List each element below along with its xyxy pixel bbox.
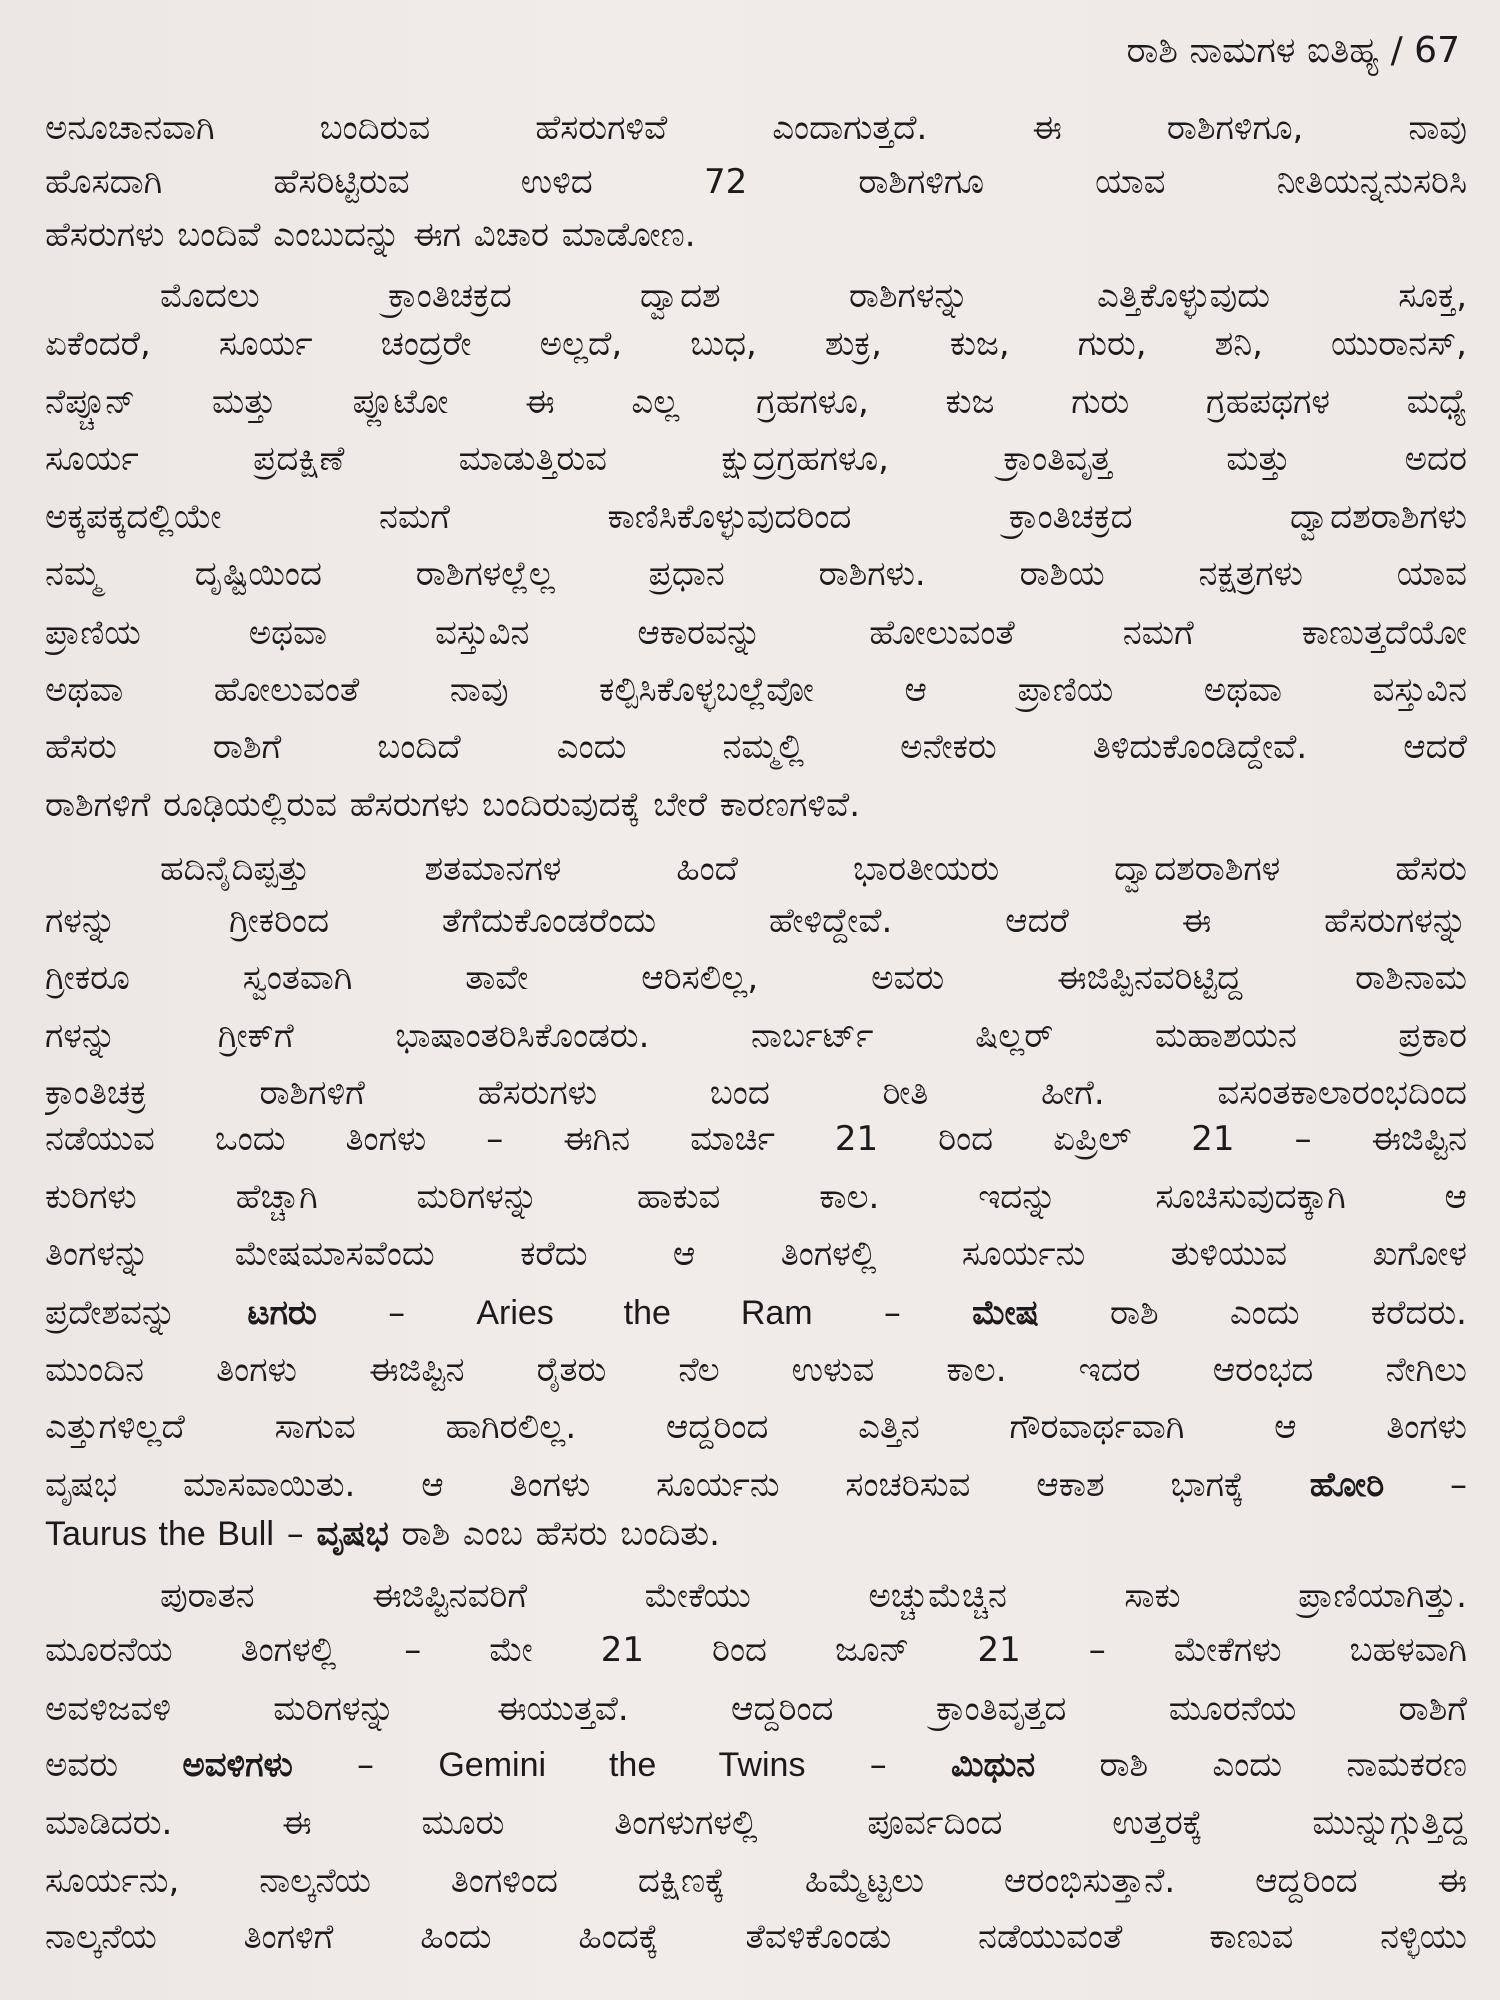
text-run: ತಿಂಗಳನ್ನು ಮೇಷಮಾಸವೆಂದು ಕರೆದು ಆ ತಿಂಗಳಲ್ಲಿ ಸೂರ್ಯನು ತುಳಿಯುವ ಖಗೋಳ bbox=[45, 1234, 1467, 1274]
text-run: – bbox=[292, 1745, 439, 1785]
bold-term: ಮೇಷ bbox=[972, 1293, 1039, 1333]
text-run: – bbox=[805, 1745, 952, 1785]
text-run: ಹೆಸರು ರಾಶಿಗೆ ಬಂದಿದೆ ಎಂದು ನಮ್ಮಲ್ಲಿ ಅನೇಕರು ತಿಳಿದುಕೊಂಡಿದ್ದೇವೆ. ಆದರೆ bbox=[45, 727, 1467, 767]
text-run: ನಾಲ್ಕನೆಯ ತಿಂಗಳಿಗೆ ಹಿಂದು ಹಿಂದಕ್ಕೆ ತೆವಳಿಕೊಂಡು ನಡೆಯುವಂತೆ ಕಾಣುವ ನಳ್ಳಿಯು bbox=[45, 1917, 1467, 1957]
text-run: ರಾಶಿಗಳಿಗೆ ರೂಢಿಯಲ್ಲಿರುವ ಹೆಸರುಗಳು ಬಂದಿರುವುದಕ್ಕೆ ಬೇರೆ ಕಾರಣಗಳಿವೆ. bbox=[45, 785, 861, 825]
text-run: ಏಕೆಂದರೆ, ಸೂರ್ಯ ಚಂದ್ರರೇ ಅಲ್ಲದೆ, ಬುಧ, ಶುಕ್ರ, ಕುಜ, ಗುರು, ಶನಿ, ಯುರಾನಸ್, bbox=[45, 324, 1467, 364]
text-run: ಅವರು bbox=[45, 1745, 183, 1785]
text-run: ಸೂರ್ಯನು, ನಾಲ್ಕನೆಯ ತಿಂಗಳಿಂದ ದಕ್ಷಿಣಕ್ಕೆ ಹಿಮ್ಮೆಟ್ಟಲು ಆರಂಭಿಸುತ್ತಾನೆ. ಆದ್ದರಿಂದ ಈ bbox=[45, 1861, 1467, 1901]
paragraph-line bbox=[45, 207, 1467, 263]
text-run: ಪ್ರಾಣಿಯ ಅಥವಾ ವಸ್ತುವಿನ ಆಕಾರವನ್ನು ಹೋಲುವಂತೆ ನಮಗೆ ಕಾಣುತ್ತದೆಯೋ bbox=[45, 613, 1467, 653]
paragraph-line bbox=[45, 1285, 1467, 1341]
text-run: ವೃಷಭ ಮಾಸವಾಯಿತು. ಆ ತಿಂಗಳು ಸೂರ್ಯನು ಸಂಚರಿಸುವ ಆಕಾಶ ಭಾಗಕ್ಕೆ bbox=[45, 1465, 1310, 1505]
text-run: ಹದಿನೈದಿಪ್ಪತ್ತು ಶತಮಾನಗಳ ಹಿಂದೆ ಭಾರತೀಯರು ದ್ವಾದಶರಾಶಿಗಳ ಹೆಸರು bbox=[160, 849, 1467, 889]
text-run: ಹೆಸರುಗಳು ಬಂದಿವೆ ಎಂಬುದನ್ನು ಈಗ ವಿಚಾರ ಮಾಡೋಣ. bbox=[45, 215, 696, 255]
paragraph-line bbox=[45, 893, 1467, 949]
paragraph-line bbox=[45, 719, 1467, 775]
text-run: ನೆಪ್ಚೂನ್ ಮತ್ತು ಪ್ಲೂಟೋ ಈ ಎಲ್ಲ ಗ್ರಹಗಳೂ, ಕುಜ ಗುರು ಗ್ರಹಪಥಗಳ ಮಧ್ಯೆ bbox=[45, 382, 1467, 422]
text-run: ಹೊಸದಾಗಿ ಹೆಸರಿಟ್ಟಿರುವ ಉಳಿದ 72 ರಾಶಿಗಳಿಗೂ ಯಾವ ನೀತಿಯನ್ನನುಸರಿಸಿ bbox=[45, 162, 1467, 202]
english-term: Gemini the Twins bbox=[438, 1746, 806, 1784]
text-run: ರಾಶಿ ಎಂದು ಕರೆದರು. bbox=[1038, 1293, 1467, 1333]
text-run: ಮೂರನೆಯ ತಿಂಗಳಲ್ಲಿ – ಮೇ 21 ರಿಂದ ಜೂನ್ 21 – ಮೇಕೆಗಳು ಬಹಳವಾಗಿ bbox=[45, 1630, 1467, 1670]
bold-term: ಟಗರು bbox=[247, 1293, 317, 1333]
text-run: ಮೊದಲು ಕ್ರಾಂತಿಚಕ್ರದ ದ್ವಾದಶ ರಾಶಿಗಳನ್ನು ಎತ್ತಿಕೊಳ್ಳುವುದು ಸೂಕ್ತ, bbox=[160, 276, 1467, 316]
paragraph-line bbox=[45, 605, 1467, 661]
paragraph-line bbox=[45, 1681, 1467, 1737]
paragraph-line bbox=[45, 374, 1467, 430]
bold-term: ಹೋರಿ bbox=[1309, 1465, 1385, 1505]
paragraph-line bbox=[45, 1342, 1467, 1398]
text-run: – bbox=[316, 1293, 477, 1333]
text-run: ರಾಶಿ ಎಂದು ನಾಮಕರಣ bbox=[1035, 1745, 1467, 1785]
paragraph-line bbox=[45, 431, 1467, 487]
paragraph-line bbox=[45, 1506, 1467, 1562]
bold-term: ಅವಳಿಗಳು bbox=[182, 1745, 293, 1785]
paragraph-first-line bbox=[160, 1568, 1467, 1624]
paragraph-line bbox=[45, 1737, 1467, 1793]
paragraph-line bbox=[45, 1399, 1467, 1455]
text-run: ಕುರಿಗಳು ಹೆಚ್ಚಾಗಿ ಮರಿಗಳನ್ನು ಹಾಕುವ ಕಾಲ. ಇದನ್ನು ಸೂಚಿಸುವುದಕ್ಕಾಗಿ ಆ bbox=[45, 1177, 1467, 1217]
text-run: ಮಾಡಿದರು. ಈ ಮೂರು ತಿಂಗಳುಗಳಲ್ಲಿ ಪೂರ್ವದಿಂದ ಉತ್ತರಕ್ಕೆ ಮುನ್ನುಗ್ಗುತ್ತಿದ್ದ bbox=[45, 1803, 1467, 1843]
text-run: ಅವಳಿಜವಳಿ ಮರಿಗಳನ್ನು ಈಯುತ್ತವೆ. ಆದ್ದರಿಂದ ಕ್ರಾಂತಿವೃತ್ತದ ಮೂರನೆಯ ರಾಶಿಗೆ bbox=[45, 1689, 1467, 1729]
paragraph-line bbox=[45, 1622, 1467, 1678]
text-run: ಸೂರ್ಯ ಪ್ರದಕ್ಷಿಣೆ ಮಾಡುತ್ತಿರುವ ಕ್ಷುದ್ರಗ್ರಹಗಳೂ, ಕ್ರಾಂತಿವೃತ್ತ ಮತ್ತು ಅದರ bbox=[45, 439, 1467, 479]
paragraph-line bbox=[45, 1795, 1467, 1851]
text-run: ಗ್ರೀಕರೂ ಸ್ವಂತವಾಗಿ ತಾವೇ ಆರಿಸಲಿಲ್ಲ, ಅವರು ಈಜಿಪ್ಪಿನವರಿಟ್ಟಿದ್ದ ರಾಶಿನಾಮ bbox=[45, 958, 1467, 998]
english-term: Taurus the Bull bbox=[45, 1515, 274, 1553]
paragraph-line bbox=[45, 1169, 1467, 1225]
paragraph-line bbox=[45, 777, 1467, 833]
paragraph-line bbox=[45, 1853, 1467, 1909]
text-run: – bbox=[273, 1514, 317, 1554]
text-run: ಗಳನ್ನು ಗ್ರೀಕ್‌ಗೆ ಭಾಷಾಂತರಿಸಿಕೊಂಡರು. ನಾರ್ಬರ್ಟ್ ಷಿಲ್ಲರ್ ಮಹಾಶಯನ ಪ್ರಕಾರ bbox=[45, 1016, 1467, 1056]
text-run: – bbox=[1384, 1465, 1467, 1505]
paragraph-line bbox=[45, 662, 1467, 718]
paragraph-line bbox=[45, 950, 1467, 1006]
paragraph-line bbox=[45, 1008, 1467, 1064]
paragraph-line bbox=[45, 1111, 1467, 1167]
paragraph-first-line bbox=[160, 841, 1467, 897]
paragraph-line bbox=[45, 1457, 1467, 1513]
text-run: ನಮ್ಮ ದೃಷ್ಟಿಯಿಂದ ರಾಶಿಗಳಲ್ಲೆಲ್ಲ ಪ್ರಧಾನ ರಾಶಿಗಳು. ರಾಶಿಯ ನಕ್ಷತ್ರಗಳು ಯಾವ bbox=[45, 554, 1467, 594]
text-run: – bbox=[812, 1293, 973, 1333]
paragraph-line bbox=[45, 546, 1467, 602]
bold-term: ಮಿಥುನ bbox=[951, 1745, 1036, 1785]
text-run: ಮುಂದಿನ ತಿಂಗಳು ಈಜಿಪ್ಟಿನ ರೈತರು ನೆಲ ಉಳುವ ಕಾಲ. ಇದರ ಆರಂಭದ ನೇಗಿಲು bbox=[45, 1350, 1467, 1390]
text-run: ಕ್ರಾಂತಿಚಕ್ರ ರಾಶಿಗಳಿಗೆ ಹೆಸರುಗಳು ಬಂದ ರೀತಿ ಹೀಗೆ. ವಸಂತಕಾಲಾರಂಭದಿಂದ bbox=[45, 1073, 1467, 1113]
text-run: ಅಕ್ಕಪಕ್ಕದಲ್ಲಿಯೇ ನಮಗೆ ಕಾಣಿಸಿಕೊಳ್ಳುವುದರಿಂದ ಕ್ರಾಂತಿಚಕ್ರದ ದ್ವಾದಶರಾಶಿಗಳು bbox=[45, 497, 1467, 537]
text-run: ಪ್ರದೇಶವನ್ನು bbox=[45, 1293, 248, 1333]
paragraph-line bbox=[45, 489, 1467, 545]
running-header: ರಾಶಿ ನಾಮಗಳ ಐತಿಹ್ಯ / 67 bbox=[1126, 30, 1460, 71]
text-run: ಅನೂಚಾನವಾಗಿ ಬಂದಿರುವ ಹೆಸರುಗಳಿವೆ ಎಂದಾಗುತ್ತದೆ. ಈ ರಾಶಿಗಳಿಗೂ, ನಾವು bbox=[45, 108, 1467, 148]
text-run: ರಾಶಿ ಎಂಬ ಹೆಸರು ಬಂದಿತು. bbox=[388, 1514, 720, 1554]
text-run: ಗಳನ್ನು ಗ್ರೀಕರಿಂದ ತೆಗೆದುಕೊಂಡರೆಂದು ಹೇಳಿದ್ದೇವೆ. ಆದರೆ ಈ ಹೆಸರುಗಳನ್ನು bbox=[45, 901, 1467, 941]
text-run: ಅಥವಾ ಹೋಲುವಂತೆ ನಾವು ಕಲ್ಪಿಸಿಕೊಳ್ಳಬಲ್ಲೆವೋ ಆ ಪ್ರಾಣಿಯ ಅಥವಾ ವಸ್ತುವಿನ bbox=[45, 670, 1467, 710]
paragraph-first-line bbox=[45, 100, 1467, 156]
paragraph-line bbox=[45, 154, 1467, 210]
english-term: Aries the Ram bbox=[476, 1294, 813, 1332]
text-run: ಎತ್ತುಗಳಿಲ್ಲದೆ ಸಾಗುವ ಹಾಗಿರಲಿಲ್ಲ. ಆದ್ದರಿಂದ ಎತ್ತಿನ ಗೌರವಾರ್ಥವಾಗಿ ಆ ತಿಂಗಳು bbox=[45, 1407, 1467, 1447]
text-run: ಪುರಾತನ ಈಜಿಪ್ಟಿನವರಿಗೆ ಮೇಕೆಯು ಅಚ್ಚುಮೆಚ್ಚಿನ ಸಾಕು ಪ್ರಾಣಿಯಾಗಿತ್ತು. bbox=[160, 1576, 1467, 1616]
text-run: ನಡೆಯುವ ಒಂದು ತಿಂಗಳು – ಈಗಿನ ಮಾರ್ಚಿ 21 ರಿಂದ ಏಪ್ರಿಲ್ 21 – ಈಜಿಪ್ಟಿನ bbox=[45, 1119, 1467, 1159]
paragraph-line bbox=[45, 316, 1467, 372]
paragraph-line bbox=[45, 1909, 1467, 1965]
bold-term: ವೃಷಭ bbox=[316, 1514, 389, 1554]
paragraph-line bbox=[45, 1226, 1467, 1282]
